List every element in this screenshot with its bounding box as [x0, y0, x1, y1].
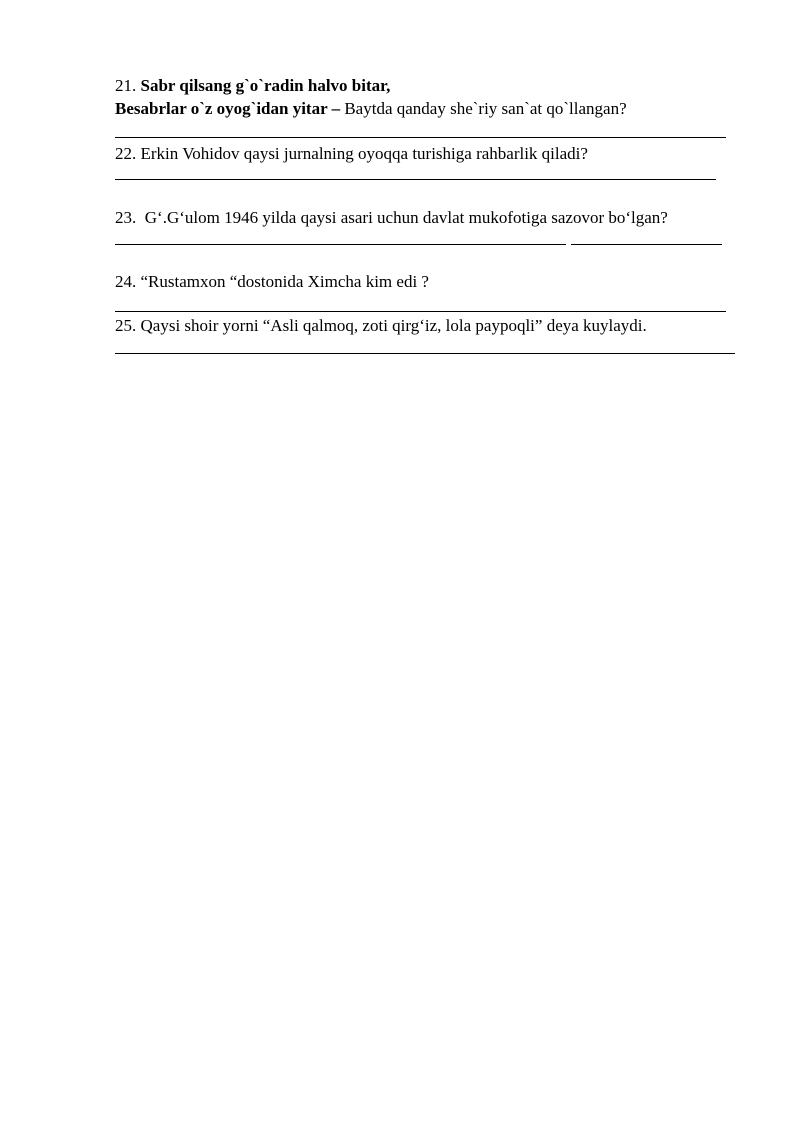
question-21-verse-line-1: Sabr qilsang g`o`radin halvo bitar,: [140, 76, 391, 95]
answer-line-24[interactable]: [115, 311, 726, 312]
answer-line-23-part-2[interactable]: [571, 244, 722, 245]
question-23-text: G‘.G‘ulom 1946 yilda qaysi asari uchun davlat mukofotiga sazovor bo‘lgan?: [144, 208, 668, 227]
question-22-text: Erkin Vohidov qaysi jurnalning oyoqqa turishiga rahbarlik qiladi?: [140, 144, 588, 163]
question-25: [115, 316, 647, 336]
question-24: [115, 272, 429, 292]
question-21-line-1: [115, 76, 390, 96]
question-25-text: Qaysi shoir yorni “Asli qalmoq, zoti qirg‘iz, lola paypoqli” deya kuylaydi.: [140, 316, 647, 335]
question-23: [115, 208, 668, 228]
question-25-number: 25.: [115, 316, 137, 335]
answer-line-25[interactable]: [115, 353, 735, 354]
answer-line-21[interactable]: [115, 137, 726, 138]
question-23-number: 23.: [115, 208, 137, 227]
question-21-line-2: [115, 99, 627, 119]
question-22-number: 22.: [115, 144, 137, 163]
question-21-number: 21.: [115, 76, 137, 95]
question-22: [115, 144, 588, 164]
question-24-text: “Rustamxon “dostonida Ximcha kim edi ?: [140, 272, 429, 291]
question-21-verse-line-2: Besabrlar o`z oyog`idan yitar –: [115, 99, 341, 118]
question-24-number: 24.: [115, 272, 137, 291]
answer-line-23-part-1[interactable]: [115, 244, 566, 245]
question-21-text: Baytda qanday she`riy san`at qo`llangan?: [344, 99, 627, 118]
answer-line-22[interactable]: [115, 179, 716, 180]
